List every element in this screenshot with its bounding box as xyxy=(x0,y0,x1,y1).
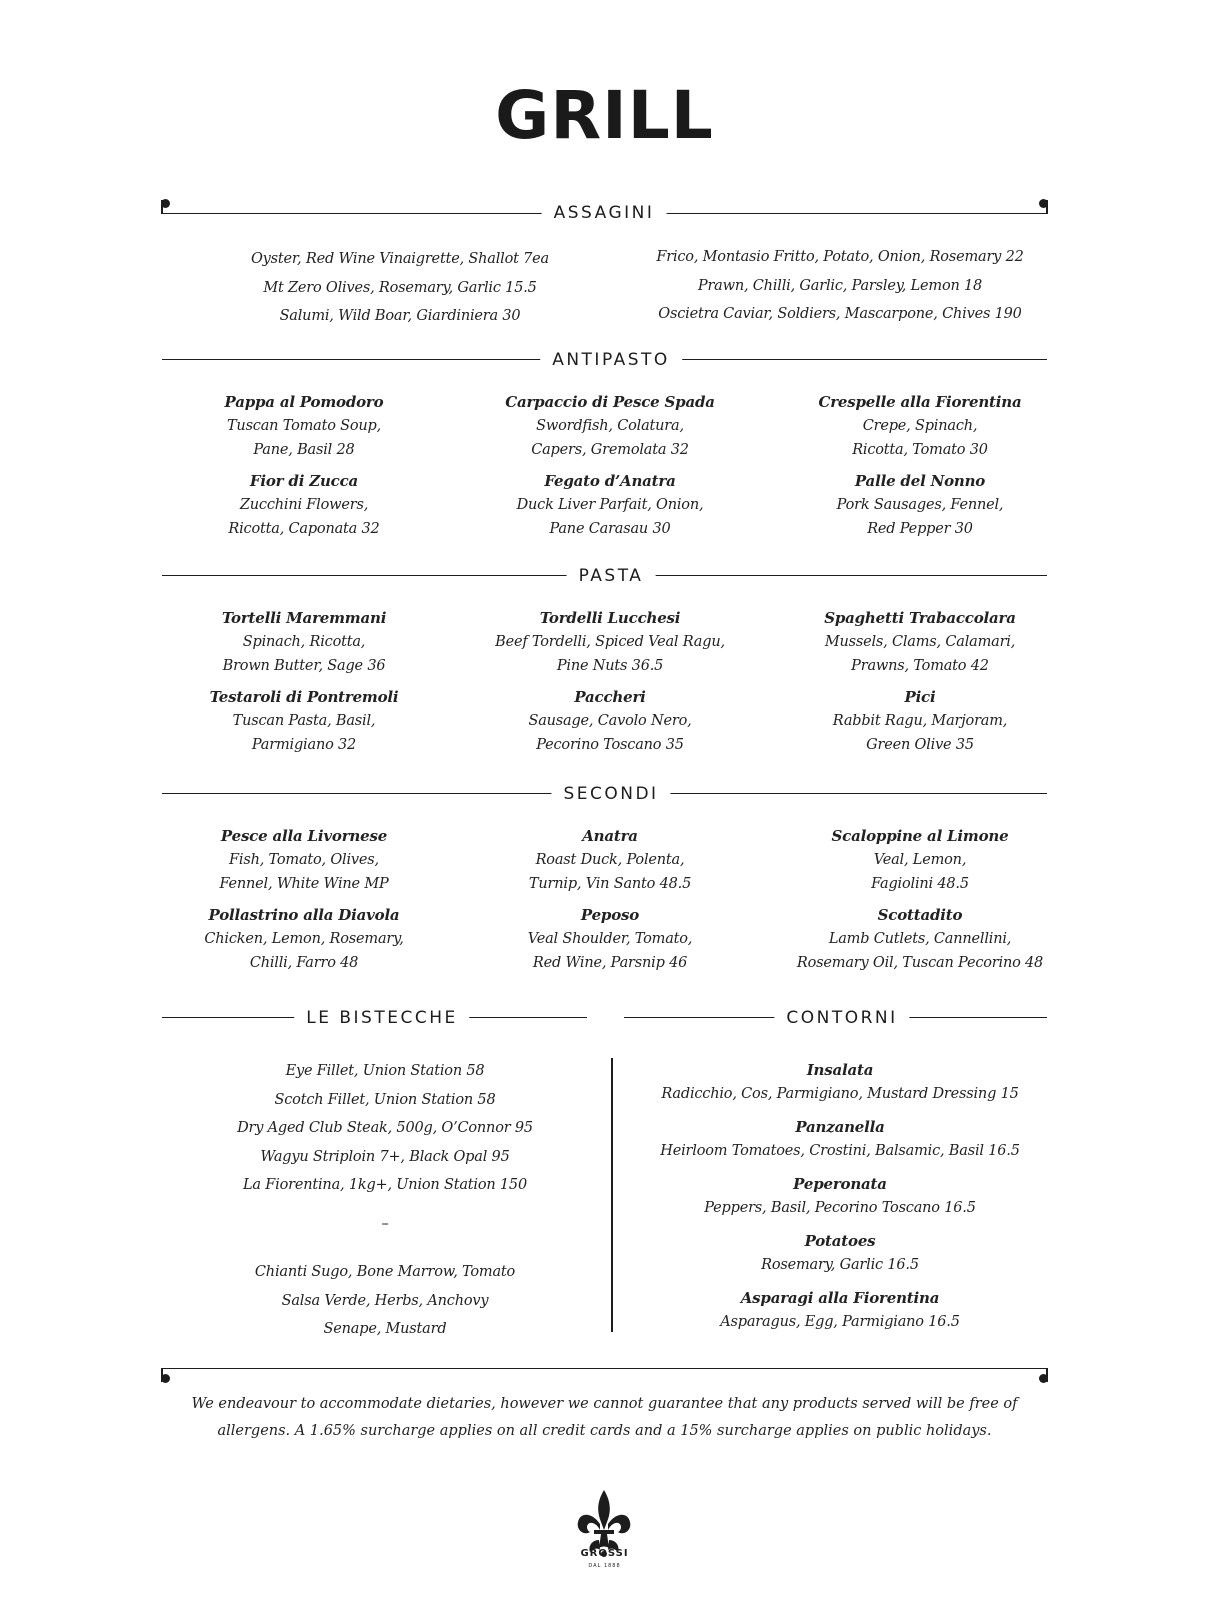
dish-name: Insalata xyxy=(806,1061,874,1079)
dish-description: Swordfish, Colatura, xyxy=(536,418,684,434)
sauce-item: Salsa Verde, Herbs, Anchovy xyxy=(281,1292,489,1309)
dish-description: Mussels, Clams, Calamari, xyxy=(824,634,1016,650)
side-dish xyxy=(640,1229,1040,1277)
dish-description: Capers, Gremolata 32 xyxy=(531,442,689,458)
dish-description: Turnip, Vin Santo 48.5 xyxy=(528,876,692,892)
assagini-item: Oyster, Red Wine Vinaigrette, Shallot 7ea xyxy=(250,251,550,267)
dish-description: Pane, Basil 28 xyxy=(253,442,355,458)
sauce-item: Senape, Mustard xyxy=(323,1321,447,1337)
assagini-item: Oscietra Caviar, Soldiers, Mascarpone, Chives 190 xyxy=(658,306,1022,322)
dish-description: Asparagus, Egg, Parmigiano 16.5 xyxy=(720,1314,960,1330)
menu-dish xyxy=(460,685,760,757)
dish-description: Chilli, Farro 48 xyxy=(249,955,359,971)
dish-name: Carpaccio di Pesce Spada xyxy=(505,393,715,411)
dish-description: Heirloom Tomatoes, Crostini, Balsamic, Basil 16.5 xyxy=(660,1143,1020,1159)
steak-separator: – xyxy=(381,1215,389,1232)
dish-name: Peperonata xyxy=(793,1175,887,1193)
dish-description: Fish, Tomato, Olives, xyxy=(229,852,379,868)
section-heading-antipasto: ANTIPASTO xyxy=(540,349,682,371)
page-title: GRILL xyxy=(495,77,714,154)
menu-dish xyxy=(460,606,760,678)
dish-description: Pane Carasau 30 xyxy=(549,521,671,537)
pasta-column-1 xyxy=(154,606,454,764)
bottom-rule-right-curl xyxy=(1039,1374,1048,1383)
dish-description: Red Wine, Parsnip 46 xyxy=(532,955,688,971)
top-rule-left-curl xyxy=(161,199,170,208)
dish-description: Fagiolini 48.5 xyxy=(871,876,969,892)
dish-name: Pollastrino alla Diavola xyxy=(208,906,400,924)
dish-name: Tordelli Lucchesi xyxy=(539,609,681,627)
dish-name: Anatra xyxy=(582,827,638,845)
steak-item: Dry Aged Club Steak, 500g, O’Connor 95 xyxy=(237,1120,533,1136)
dish-description: Peppers, Basil, Pecorino Toscano 16.5 xyxy=(704,1200,976,1216)
assagini-item: Prawn, Chilli, Garlic, Parsley, Lemon 18 xyxy=(697,277,983,294)
dish-description: Fennel, White Wine MP xyxy=(219,876,389,892)
dish-description: Zucchini Flowers, xyxy=(239,497,369,513)
allergen-note xyxy=(0,1391,1209,1445)
dish-name: Palle del Nonno xyxy=(854,472,986,490)
allergen-note-line: We endeavour to accommodate dietaries, however we cannot guarantee that any products served will be free of xyxy=(191,1396,1018,1412)
dish-description: Veal, Lemon, xyxy=(873,852,967,868)
dish-description: Brown Butter, Sage 36 xyxy=(222,658,386,674)
brand-logo-text: GROSSI xyxy=(580,1548,629,1559)
dish-name: Fegato d’Anatra xyxy=(544,472,676,490)
section-heading-assagini: ASSAGINI xyxy=(542,202,667,224)
dish-name: Paccheri xyxy=(574,688,646,706)
secondi-column-2 xyxy=(460,824,760,982)
dish-description: Pecorino Toscano 35 xyxy=(536,737,684,753)
dish-description: Pine Nuts 36.5 xyxy=(556,658,664,674)
dish-description: Rosemary Oil, Tuscan Pecorino 48 xyxy=(796,955,1044,971)
bottom-rule xyxy=(162,1368,1047,1369)
menu-dish xyxy=(460,390,760,462)
dish-name: Crespelle alla Fiorentina xyxy=(818,393,1022,411)
bistecche-list xyxy=(185,1057,585,1344)
dish-name: Fior di Zucca xyxy=(249,472,359,490)
pasta-column-3 xyxy=(770,606,1070,764)
dish-name: Pappa al Pomodoro xyxy=(224,393,384,411)
dish-name: Testaroli di Pontremoli xyxy=(209,688,399,706)
dish-description: Lamb Cutlets, Cannellini, xyxy=(828,931,1012,947)
section-heading-bistecche: LE BISTECCHE xyxy=(294,1007,469,1029)
dish-description: Rabbit Ragu, Marjoram, xyxy=(832,713,1008,729)
dish-name: Spaghetti Trabaccolara xyxy=(824,609,1016,627)
menu-dish xyxy=(154,390,454,462)
dish-description: Ricotta, Caponata 32 xyxy=(228,521,380,537)
allergen-note-line: allergens. A 1.65% surcharge applies on all credit cards and a 15% surcharge applies on public holidays. xyxy=(217,1423,992,1439)
dish-description: Spinach, Ricotta, xyxy=(242,634,366,650)
dish-description: Rosemary, Garlic 16.5 xyxy=(761,1257,919,1273)
dish-name: Potatoes xyxy=(804,1232,876,1250)
menu-dish xyxy=(770,903,1070,975)
antipasto-column-3 xyxy=(770,390,1070,548)
section-heading-pasta: PASTA xyxy=(567,565,656,587)
assagini-left-list xyxy=(200,245,600,331)
dish-description: Radicchio, Cos, Parmigiano, Mustard Dressing 15 xyxy=(661,1086,1019,1102)
dish-description: Ricotta, Tomato 30 xyxy=(852,442,988,458)
menu-dish xyxy=(154,685,454,757)
dish-name: Peposo xyxy=(580,906,640,924)
sauce-item: Chianti Sugo, Bone Marrow, Tomato xyxy=(254,1264,516,1280)
dish-name: Pesce alla Livornese xyxy=(220,827,388,845)
side-dish xyxy=(640,1172,1040,1220)
menu-dish xyxy=(460,469,760,541)
menu-dish xyxy=(770,824,1070,896)
dish-description: Beef Tordelli, Spiced Veal Ragu, xyxy=(495,634,725,650)
dish-description: Crepe, Spinach, xyxy=(862,418,978,434)
menu-dish xyxy=(770,469,1070,541)
secondi-column-3 xyxy=(770,824,1070,982)
bottom-rule-left-curl xyxy=(161,1374,170,1383)
menu-dish xyxy=(154,824,454,896)
menu-dish xyxy=(154,606,454,678)
dish-description: Roast Duck, Polenta, xyxy=(535,852,685,868)
pasta-column-2 xyxy=(460,606,760,764)
assagini-item: Salumi, Wild Boar, Giardiniera 30 xyxy=(279,308,521,324)
menu-dish xyxy=(460,824,760,896)
steak-item: Wagyu Striploin 7+, Black Opal 95 xyxy=(260,1148,510,1165)
dish-description: Chicken, Lemon, Rosemary, xyxy=(204,931,404,947)
antipasto-column-1 xyxy=(154,390,454,548)
menu-dish xyxy=(154,469,454,541)
assagini-item: Frico, Montasio Fritto, Potato, Onion, Rosemary 22 xyxy=(656,249,1024,265)
dish-description: Pork Sausages, Fennel, xyxy=(836,497,1004,513)
menu-dish xyxy=(154,903,454,975)
dish-name: Panzanella xyxy=(795,1118,885,1136)
assagini-item: Mt Zero Olives, Rosemary, Garlic 15.5 xyxy=(263,279,537,296)
column-divider xyxy=(611,1058,613,1332)
side-dish xyxy=(640,1286,1040,1334)
dish-name: Pici xyxy=(904,688,936,706)
dish-description: Sausage, Cavolo Nero, xyxy=(528,713,692,729)
dish-description: Parmigiano 32 xyxy=(251,737,357,753)
dish-name: Scaloppine al Limone xyxy=(831,827,1009,845)
dish-description: Tuscan Pasta, Basil, xyxy=(232,713,376,729)
menu-dish xyxy=(770,685,1070,757)
dish-description: Green Olive 35 xyxy=(866,737,974,753)
steak-item: La Fiorentina, 1kg+, Union Station 150 xyxy=(243,1177,527,1193)
section-heading-contorni: CONTORNI xyxy=(774,1007,909,1029)
menu-dish xyxy=(770,390,1070,462)
dish-name: Tortelli Maremmani xyxy=(221,609,387,627)
contorni-list xyxy=(640,1058,1040,1343)
assagini-right-list xyxy=(640,243,1040,329)
menu-dish xyxy=(770,606,1070,678)
secondi-column-1 xyxy=(154,824,454,982)
top-rule-right-curl xyxy=(1039,199,1048,208)
dish-description: Duck Liver Parfait, Onion, xyxy=(516,497,704,513)
dish-description: Prawns, Tomato 42 xyxy=(851,658,989,674)
steak-item: Scotch Fillet, Union Station 58 xyxy=(274,1091,496,1108)
menu-dish xyxy=(460,903,760,975)
dish-name: Scottadito xyxy=(877,906,963,924)
dish-description: Veal Shoulder, Tomato, xyxy=(527,931,693,947)
brand-logo-subtext: DAL 1888 xyxy=(588,1563,621,1569)
dish-description: Tuscan Tomato Soup, xyxy=(226,418,382,434)
side-dish xyxy=(640,1115,1040,1163)
side-dish xyxy=(640,1058,1040,1106)
dish-name: Asparagi alla Fiorentina xyxy=(740,1289,940,1307)
steak-item: Eye Fillet, Union Station 58 xyxy=(285,1063,485,1079)
section-heading-secondi: SECONDI xyxy=(551,783,670,805)
antipasto-column-2 xyxy=(460,390,760,548)
dish-description: Red Pepper 30 xyxy=(867,521,973,537)
